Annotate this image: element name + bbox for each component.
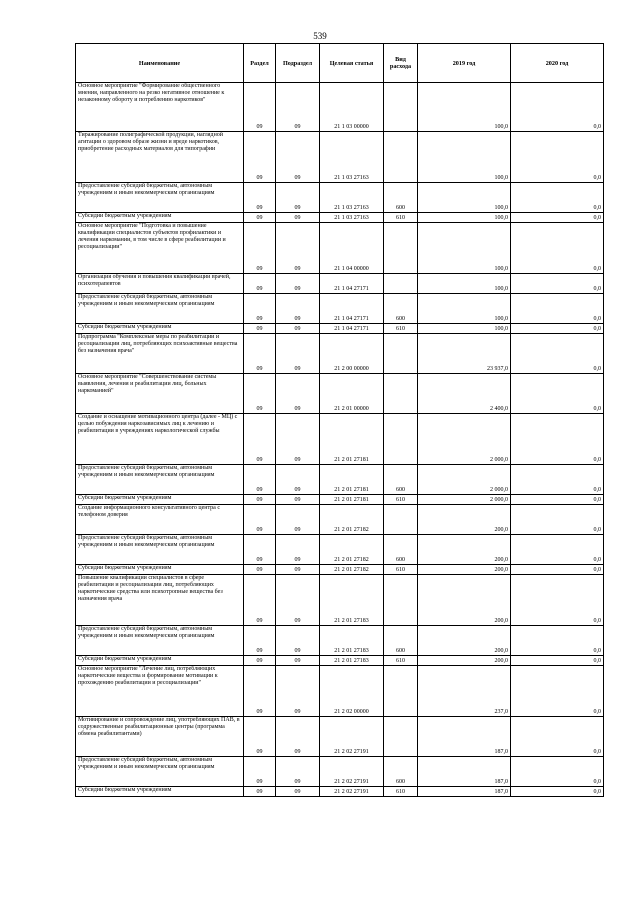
row-expense-type <box>384 334 418 374</box>
row-section: 09 <box>244 787 276 797</box>
row-subsection: 09 <box>276 505 320 535</box>
table-row <box>76 757 604 787</box>
row-expense-type: 610 <box>384 495 418 505</box>
row-section: 09 <box>244 274 276 294</box>
row-section: 09 <box>244 535 276 565</box>
table-row <box>76 183 604 213</box>
row-2020: 0,0 <box>511 787 604 797</box>
table-row <box>76 656 604 666</box>
row-2019: 100,0 <box>418 83 511 132</box>
row-2019: 2 000,0 <box>418 465 511 495</box>
row-name: Предоставление субсидий бюджетным, автономным учреждениям и иным некоммерческим организациям <box>76 757 244 787</box>
row-target: 21 1 04 27171 <box>320 294 384 324</box>
row-subsection: 09 <box>276 414 320 465</box>
table-row <box>76 626 604 656</box>
header-target: Целевая статья <box>320 44 384 83</box>
row-target: 21 2 01 27183 <box>320 656 384 666</box>
table-row <box>76 565 604 575</box>
row-2020: 0,0 <box>511 656 604 666</box>
row-subsection: 09 <box>276 324 320 334</box>
row-subsection: 09 <box>276 213 320 223</box>
row-name: Тиражирование полиграфической продукции, наглядной агитации о здоровом образе жизни и вреде наркотиков, приобретение расходных материалов для типографии <box>76 132 244 183</box>
row-section: 09 <box>244 717 276 757</box>
row-subsection: 09 <box>276 183 320 213</box>
table-row <box>76 575 604 626</box>
row-target: 21 2 01 27182 <box>320 565 384 575</box>
row-subsection: 09 <box>276 535 320 565</box>
row-2020: 0,0 <box>511 294 604 324</box>
row-target: 21 2 01 27181 <box>320 465 384 495</box>
row-section: 09 <box>244 183 276 213</box>
row-target: 21 1 03 27163 <box>320 213 384 223</box>
row-subsection: 09 <box>276 83 320 132</box>
row-2019: 100,0 <box>418 223 511 274</box>
row-2019: 100,0 <box>418 294 511 324</box>
row-expense-type: 610 <box>384 324 418 334</box>
row-name: Субсидии бюджетным учреждениям <box>76 324 244 334</box>
row-name: Создание информационного консультативного центра с телефоном доверия <box>76 505 244 535</box>
table-row <box>76 274 604 294</box>
table-row <box>76 787 604 797</box>
row-name: Организация обучения и повышения квалификации врачей, психотерапевтов <box>76 274 244 294</box>
row-section: 09 <box>244 565 276 575</box>
row-expense-type: 610 <box>384 213 418 223</box>
row-subsection: 09 <box>276 495 320 505</box>
row-target: 21 2 01 27182 <box>320 535 384 565</box>
row-2020: 0,0 <box>511 495 604 505</box>
table-row <box>76 213 604 223</box>
row-section: 09 <box>244 324 276 334</box>
row-expense-type <box>384 717 418 757</box>
row-2019: 100,0 <box>418 183 511 213</box>
row-2019: 2 400,0 <box>418 374 511 414</box>
page-number: 539 <box>313 31 327 41</box>
table-header <box>76 44 604 83</box>
row-expense-type <box>384 274 418 294</box>
row-expense-type: 610 <box>384 656 418 666</box>
row-2020: 0,0 <box>511 223 604 274</box>
row-2019: 100,0 <box>418 213 511 223</box>
row-2020: 0,0 <box>511 274 604 294</box>
row-section: 09 <box>244 213 276 223</box>
row-target: 21 1 04 27171 <box>320 324 384 334</box>
row-section: 09 <box>244 666 276 717</box>
row-expense-type: 600 <box>384 465 418 495</box>
table-row <box>76 324 604 334</box>
row-name: Основное мероприятие "Лечение лиц, потребляющих наркотические вещества и формирование мотивации к прохождению реабилитации и ресоциализации" <box>76 666 244 717</box>
row-name: Субсидии бюджетным учреждениям <box>76 656 244 666</box>
row-subsection: 09 <box>276 575 320 626</box>
header-name: Наименование <box>76 44 244 83</box>
row-expense-type <box>384 414 418 465</box>
row-subsection: 09 <box>276 656 320 666</box>
row-target: 21 2 01 27183 <box>320 626 384 656</box>
row-section: 09 <box>244 495 276 505</box>
row-2019: 200,0 <box>418 575 511 626</box>
row-section: 09 <box>244 575 276 626</box>
row-expense-type <box>384 374 418 414</box>
row-subsection: 09 <box>276 757 320 787</box>
row-name: Повышение квалификации специалистов в сфере реабилитации и ресоциализации лиц, потребляющих наркотические средства или психотропные вещества без назначения врача <box>76 575 244 626</box>
row-2020: 0,0 <box>511 535 604 565</box>
row-2020: 0,0 <box>511 565 604 575</box>
table-row <box>76 334 604 374</box>
row-expense-type: 600 <box>384 535 418 565</box>
table-row <box>76 666 604 717</box>
table-row <box>76 717 604 757</box>
row-subsection: 09 <box>276 465 320 495</box>
table-row <box>76 294 604 324</box>
row-section: 09 <box>244 294 276 324</box>
row-subsection: 09 <box>276 666 320 717</box>
row-2020: 0,0 <box>511 757 604 787</box>
header-subsection: Подраздел <box>276 44 320 83</box>
row-subsection: 09 <box>276 294 320 324</box>
row-subsection: 09 <box>276 374 320 414</box>
row-2019: 187,0 <box>418 787 511 797</box>
row-name: Основное мероприятие "Совершенствование системы выявления, лечения и реабилитации лиц, больных наркоманией" <box>76 374 244 414</box>
row-2019: 200,0 <box>418 656 511 666</box>
row-target: 21 1 04 27171 <box>320 274 384 294</box>
table-row <box>76 414 604 465</box>
header-2019: 2019 год <box>418 44 511 83</box>
row-target: 21 2 01 00000 <box>320 374 384 414</box>
row-2019: 100,0 <box>418 132 511 183</box>
row-2019: 200,0 <box>418 565 511 575</box>
row-name: Подпрограмма "Комплексные меры по реабилитации и ресоциализации лиц, потребляющих психоактивные вещества без назначения врача" <box>76 334 244 374</box>
row-2019: 200,0 <box>418 626 511 656</box>
row-section: 09 <box>244 83 276 132</box>
row-2020: 0,0 <box>511 505 604 535</box>
row-name: Субсидии бюджетным учреждениям <box>76 787 244 797</box>
row-subsection: 09 <box>276 717 320 757</box>
row-name: Субсидии бюджетным учреждениям <box>76 213 244 223</box>
row-2020: 0,0 <box>511 213 604 223</box>
row-name: Субсидии бюджетным учреждениям <box>76 565 244 575</box>
row-section: 09 <box>244 132 276 183</box>
row-target: 21 2 02 27191 <box>320 757 384 787</box>
row-section: 09 <box>244 414 276 465</box>
row-target: 21 1 03 27163 <box>320 183 384 213</box>
row-subsection: 09 <box>276 626 320 656</box>
row-name: Создание и оснащение мотивационного центра (далее - МЦ) с целью побуждения наркозависимых лиц к лечению и реабилитации в учреждениях наркологической службы <box>76 414 244 465</box>
row-section: 09 <box>244 626 276 656</box>
row-name: Основное мероприятие "Подготовка и повышение квалификации специалистов субъектов профилактики и лечения наркомании, в том числе в сфере реабилитации и ресоциализации" <box>76 223 244 274</box>
row-subsection: 09 <box>276 274 320 294</box>
header-section: Раздел <box>244 44 276 83</box>
row-subsection: 09 <box>276 334 320 374</box>
row-2020: 0,0 <box>511 324 604 334</box>
row-target: 21 1 04 00000 <box>320 223 384 274</box>
row-section: 09 <box>244 223 276 274</box>
table-row <box>76 83 604 132</box>
row-target: 21 2 02 00000 <box>320 666 384 717</box>
table-row <box>76 374 604 414</box>
row-2020: 0,0 <box>511 183 604 213</box>
row-expense-type: 600 <box>384 626 418 656</box>
table-row <box>76 495 604 505</box>
table-body <box>76 83 604 797</box>
row-2020: 0,0 <box>511 575 604 626</box>
row-2019: 23 937,0 <box>418 334 511 374</box>
row-2019: 100,0 <box>418 274 511 294</box>
table-row <box>76 505 604 535</box>
row-2020: 0,0 <box>511 414 604 465</box>
row-2020: 0,0 <box>511 374 604 414</box>
row-expense-type <box>384 505 418 535</box>
row-2020: 0,0 <box>511 717 604 757</box>
table-row <box>76 535 604 565</box>
row-subsection: 09 <box>276 787 320 797</box>
row-section: 09 <box>244 465 276 495</box>
row-expense-type <box>384 223 418 274</box>
row-name: Предоставление субсидий бюджетным, автономным учреждениям и иным некоммерческим организациям <box>76 183 244 213</box>
header-2020: 2020 год <box>511 44 604 83</box>
row-2020: 0,0 <box>511 132 604 183</box>
row-2019: 237,0 <box>418 666 511 717</box>
row-2020: 0,0 <box>511 666 604 717</box>
row-target: 21 1 03 27163 <box>320 132 384 183</box>
row-2019: 200,0 <box>418 505 511 535</box>
row-target: 21 1 03 00000 <box>320 83 384 132</box>
table-row <box>76 465 604 495</box>
row-subsection: 09 <box>276 565 320 575</box>
row-subsection: 09 <box>276 223 320 274</box>
budget-table <box>75 43 604 797</box>
row-target: 21 2 02 27191 <box>320 717 384 757</box>
row-name: Основное мероприятие "Формирование общественного мнения, направленного на резко негативное отношение к незаконному обороту и потреблению наркотиков" <box>76 83 244 132</box>
row-target: 21 2 01 27181 <box>320 414 384 465</box>
row-2019: 2 000,0 <box>418 495 511 505</box>
row-expense-type: 600 <box>384 183 418 213</box>
row-2020: 0,0 <box>511 626 604 656</box>
row-expense-type <box>384 575 418 626</box>
row-target: 21 2 01 27183 <box>320 575 384 626</box>
row-section: 09 <box>244 656 276 666</box>
row-expense-type: 600 <box>384 294 418 324</box>
row-expense-type: 610 <box>384 787 418 797</box>
row-name: Предоставление субсидий бюджетным, автономным учреждениям и иным некоммерческим организациям <box>76 535 244 565</box>
row-section: 09 <box>244 334 276 374</box>
row-expense-type <box>384 132 418 183</box>
row-expense-type <box>384 666 418 717</box>
row-target: 21 2 02 27191 <box>320 787 384 797</box>
row-2019: 2 000,0 <box>418 414 511 465</box>
row-expense-type: 600 <box>384 757 418 787</box>
table-row <box>76 132 604 183</box>
row-name: Субсидии бюджетным учреждениям <box>76 495 244 505</box>
row-2020: 0,0 <box>511 334 604 374</box>
row-2019: 187,0 <box>418 717 511 757</box>
row-2019: 200,0 <box>418 535 511 565</box>
row-2020: 0,0 <box>511 83 604 132</box>
row-section: 09 <box>244 757 276 787</box>
row-target: 21 2 01 27182 <box>320 505 384 535</box>
row-2019: 187,0 <box>418 757 511 787</box>
table-row <box>76 223 604 274</box>
row-2019: 100,0 <box>418 324 511 334</box>
row-name: Мотивирование и сопровождение лиц, употребляющих ПАВ, в содружественные реабилитационные центры (программа обмена реабилитантами) <box>76 717 244 757</box>
row-name: Предоставление субсидий бюджетным, автономным учреждениям и иным некоммерческим организациям <box>76 465 244 495</box>
row-section: 09 <box>244 374 276 414</box>
row-name: Предоставление субсидий бюджетным, автономным учреждениям и иным некоммерческим организациям <box>76 294 244 324</box>
row-target: 21 2 00 00000 <box>320 334 384 374</box>
row-section: 09 <box>244 505 276 535</box>
row-name: Предоставление субсидий бюджетным, автономным учреждениям и иным некоммерческим организациям <box>76 626 244 656</box>
row-2020: 0,0 <box>511 465 604 495</box>
row-expense-type: 610 <box>384 565 418 575</box>
row-subsection: 09 <box>276 132 320 183</box>
row-target: 21 2 01 27181 <box>320 495 384 505</box>
row-expense-type <box>384 83 418 132</box>
header-expense-type: Вид расхода <box>384 44 418 83</box>
